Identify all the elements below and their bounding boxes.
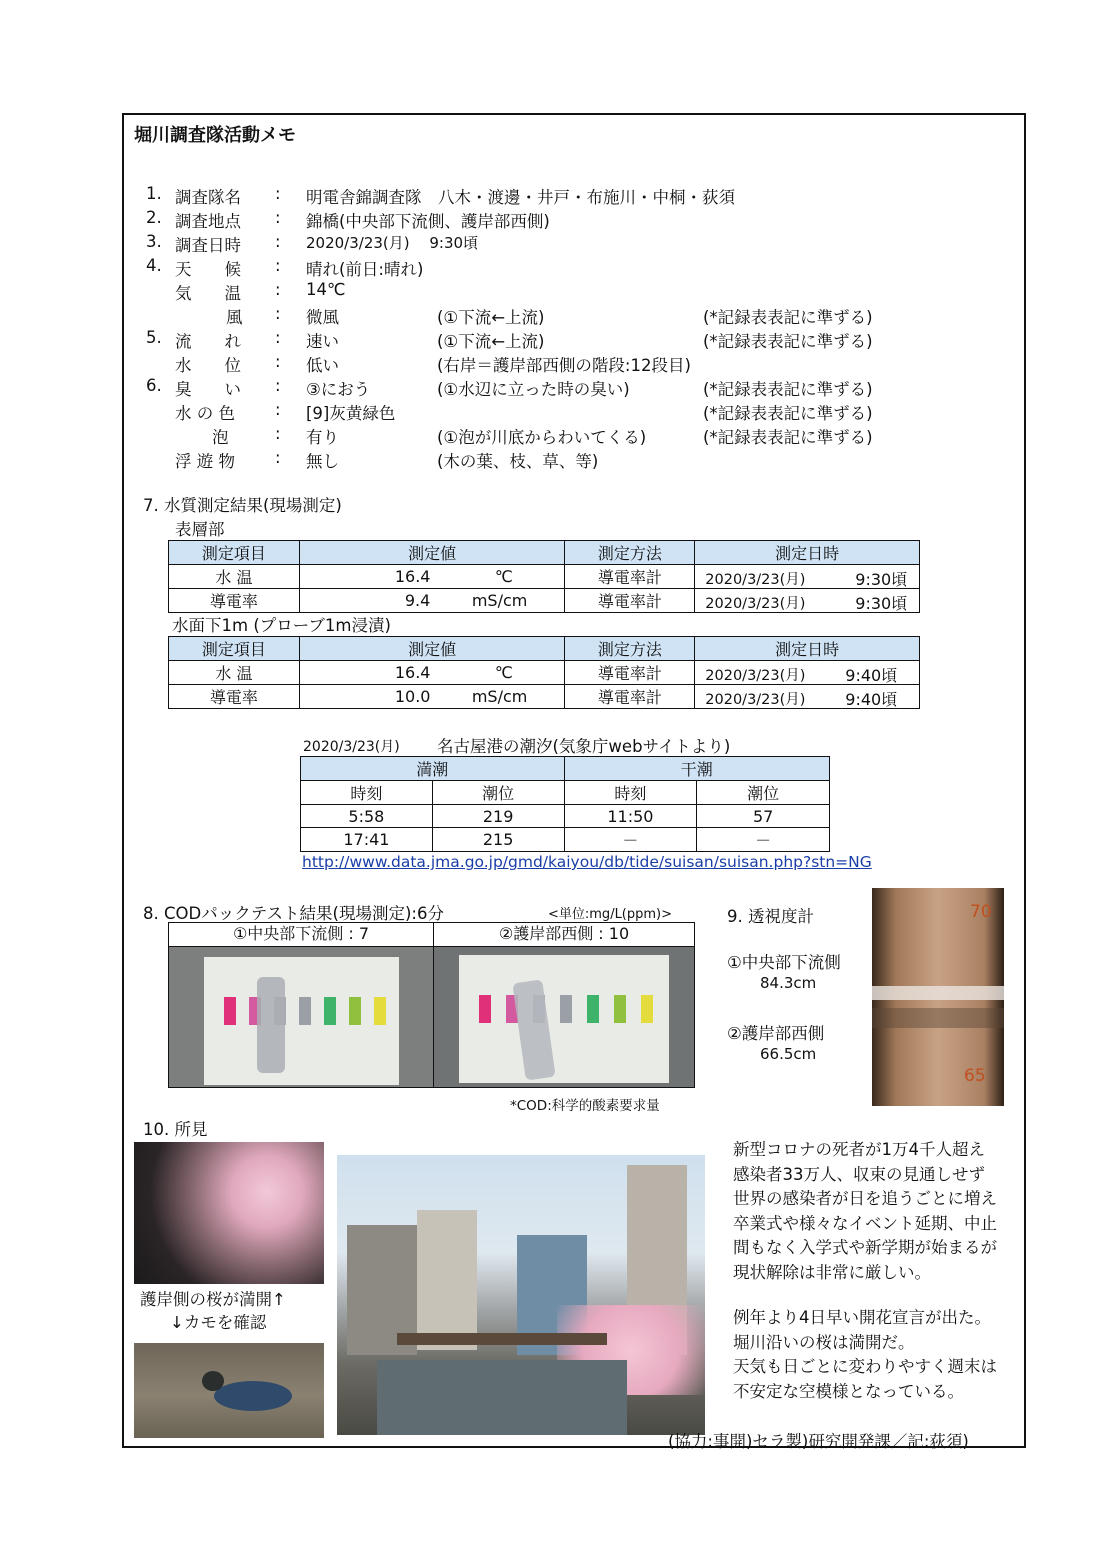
item-label: 泡 [212,428,229,447]
duck-photo [134,1343,324,1438]
item-colon: : [275,328,281,347]
findings-line: 例年より4日早い開花宣言が出た。 [733,1308,991,1327]
findings-line: 新型コロナの死者が1万4千人超え [733,1140,985,1159]
item-label: 風 [226,308,243,327]
cod-left-label: ①中央部下流側 : 7 [168,922,434,947]
cod-color-swatch [224,997,236,1025]
findings-line: 感染者33万人、収束の見通しせず [733,1164,985,1184]
item-value: 2020/3/23(月) 9:30頃 [306,234,479,252]
item-colon: : [275,184,281,203]
item-note: (右岸＝護岸部西側の階段:12段目) [437,356,691,375]
item-value: 微風 [306,308,339,327]
caption-duck: ↓カモを確認 [170,1313,267,1332]
item-label: 浮 遊 物 [175,452,235,471]
item-number: 4. [146,256,162,275]
item-colon: : [275,280,281,299]
water-quality-heading: 7. 水質測定結果(現場測定) [143,496,342,515]
tide-table: 満潮 干潮 時刻 潮位 時刻 潮位 5:58 219 11:50 57 17:41 215 － － [300,756,830,852]
transparency-meter-photo [872,888,1004,1106]
cod-color-swatch [560,995,572,1023]
cod-tube [257,977,285,1073]
depth-label: 水面下1m (プローブ1m浸漬) [172,616,391,635]
cod-color-swatch [349,997,361,1025]
cod-color-swatch [587,995,599,1023]
item-remark: (*記録表表記に準ずる) [703,404,873,423]
item-label: 天 候 [175,260,241,279]
item-note: (木の葉、枝、草、等) [437,452,599,471]
surface-label: 表層部 [175,520,225,539]
item-label: 流 れ [175,332,241,351]
item-remark: (*記録表表記に準ずる) [703,380,873,399]
caption-cherry: 護岸側の桜が満開↑ [140,1290,286,1309]
horikawa-river-photo [337,1155,705,1435]
item-note: (①泡が川底からわいてくる) [437,428,647,447]
jma-tide-link[interactable]: http://www.data.jma.go.jp/gmd/kaiyou/db/tide/suisan/suisan.php?stn=NG [302,853,872,871]
col-header-value: 測定値 [299,541,565,565]
point2-label: ②護岸部西側 [727,1024,825,1043]
table-row: 導電率 10.0 mS/cm 導電率計 2020/3/23(月) 9:40頃 [169,685,920,709]
item-colon: : [275,208,281,227]
findings-line: 間もなく入学式や新学期が始まるが [733,1238,997,1257]
item-note: (①水辺に立った時の臭い) [437,380,630,399]
table-row: 導電率 9.4 mS/cm 導電率計 2020/3/23(月) 9:30頃 [169,589,920,613]
item-label: 臭 い [175,380,241,399]
low-tide-header: 干潮 [564,757,830,781]
item-label: 調査地点 [175,212,241,231]
cod-color-swatch [374,997,386,1025]
item-colon: : [275,424,281,443]
page-title: 堀川調査隊活動メモ [134,125,296,146]
cherry-blossom-photo [134,1142,324,1284]
scale-mark-bottom: 65 [964,1066,986,1086]
item-value: 晴れ(前日:晴れ) [306,260,424,279]
point2-value: 66.5cm [760,1045,817,1063]
col-header-method: 測定方法 [565,541,695,565]
item-value: 無し [306,452,339,471]
item-label: 水 の 色 [175,404,235,423]
surface-table [168,540,920,613]
item-number: 6. [146,376,162,395]
cod-footnote: *COD:科学的酸素要求量 [510,1098,660,1114]
cod-unit: <単位:mg/L(ppm)> [548,907,673,922]
table-row: 水 温 16.4 ℃ 導電率計 2020/3/23(月) 9:30頃 [169,565,920,589]
cod-color-swatch [479,995,491,1023]
item-value: 14℃ [306,280,346,299]
cod-color-swatch [614,995,626,1023]
item-number: 3. [146,232,162,251]
bridge [397,1333,607,1345]
findings-line: 堀川沿いの桜は満開だ。 [733,1332,915,1352]
cod-heading: 8. CODパックテスト結果(現場測定):6分 [143,904,444,923]
footer-credit: (協力:事開)セラ製)研究開発課／記:荻須) [668,1432,969,1451]
item-label: 調査隊名 [175,188,241,207]
cod-photo-right [433,946,695,1088]
cod-photo-left [168,946,434,1088]
item-note: (①下流←上流) [437,308,545,327]
item-note: (①下流←上流) [437,332,545,351]
cod-right-label: ②護岸部西側 : 10 [433,922,695,947]
item-value: 速い [306,332,339,351]
item-colon: : [275,376,281,395]
item-value: 錦橋(中央部下流側、護岸部西側) [306,212,550,231]
findings-line: 卒業式や様々なイベント延期、中止 [733,1213,997,1233]
cod-color-swatch [299,997,311,1025]
table-row: 5:58 219 11:50 57 [301,805,830,828]
item-colon: : [275,256,281,275]
scale-mark-top: 70 [970,902,992,922]
point1-label: ①中央部下流側 [727,953,841,972]
meter-disk [872,986,1004,1000]
findings-paragraph-1 [733,1138,997,1285]
item-colon: : [275,232,281,251]
table-row: 水 温 16.4 ℃ 導電率計 2020/3/23(月) 9:40頃 [169,661,920,685]
findings-line: 天気も日ごとに変わりやすく週末は [733,1357,997,1376]
findings-line: 世界の感染者が日を追うごとに増え [733,1189,997,1208]
item-label: 調査日時 [175,236,241,255]
item-remark: (*記録表表記に準ずる) [703,428,873,447]
col-header-date: 測定日時 [695,541,920,565]
col-header-item: 測定項目 [169,541,300,565]
findings-paragraph-2 [733,1306,997,1404]
item-value: 低い [306,356,339,375]
findings-line: 現状解除は非常に厳しい。 [733,1262,931,1282]
item-colon: : [275,304,281,323]
item-value: ③におう [306,380,371,399]
findings-line: 不安定な空模様となっている。 [733,1381,964,1401]
findings-heading: 10. 所見 [143,1120,208,1139]
cod-color-swatch [324,997,336,1025]
item-colon: : [275,352,281,371]
item-remark: (*記録表表記に準ずる) [703,332,873,351]
item-colon: : [275,448,281,467]
item-value: 有り [306,428,339,447]
item-number: 1. [146,184,162,203]
table-row: 17:41 215 － － [301,828,830,852]
item-value: 明電舎錦調査隊 八木・渡邊・井戸・布施川・中桐・荻須 [306,188,735,207]
item-value: [9]灰黄緑色 [306,404,396,423]
item-number: 5. [146,328,162,347]
item-colon: : [275,400,281,419]
tide-date: 2020/3/23(月) [303,739,400,755]
cod-color-swatch [641,995,653,1023]
item-remark: (*記録表表記に準ずる) [703,308,873,327]
tide-title: 名古屋港の潮汐(気象庁webサイトより) [437,737,731,756]
point1-value: 84.3cm [760,974,817,992]
item-label: 水 位 [175,356,241,375]
transparency-heading: 9. 透視度計 [727,907,814,926]
item-number: 2. [146,208,162,227]
high-tide-header: 満潮 [301,757,565,781]
depth-table: 測定項目 測定値 測定方法 測定日時 水 温 16.4 ℃ 導電率計 2020/3/23(月) 9:40頃 導電率 10.0 mS/cm 導電率計 2020/3/23(月) 9:40頃 [168,636,920,709]
river-water [377,1360,627,1435]
item-label: 気 温 [175,284,241,303]
